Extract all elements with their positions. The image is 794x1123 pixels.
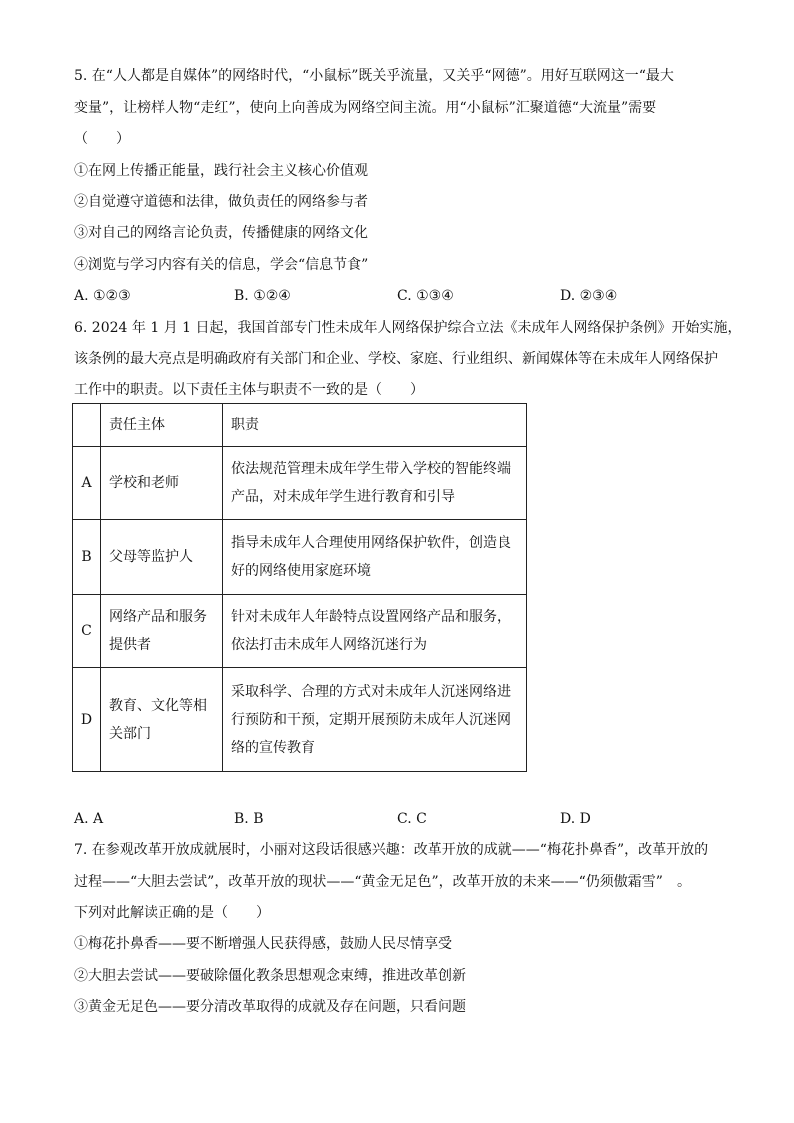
q5-option-c: C. ①③④	[397, 288, 454, 304]
row-letter: D	[73, 668, 101, 772]
table-header-subject: 责任主体	[101, 404, 223, 447]
row-subject: 父母等监护人	[101, 520, 223, 595]
row-subject: 学校和老师	[101, 447, 223, 520]
q6-stem-line-3: 工作中的职责。以下责任主体与职责不一致的是（ ）	[74, 382, 424, 398]
q5-item-3: ③对自己的网络言论负责，传播健康的网络文化	[74, 225, 368, 241]
row-letter: A	[73, 447, 101, 520]
q6-stem-line-1: 6. 2024 年 1 月 1 日起，我国首部专门性未成年人网络保护综合立法《未成年人网络保护条例》开始实施，	[74, 320, 742, 336]
q5-stem-line-3: （ ）	[74, 131, 130, 147]
q5-option-b: B. ①②④	[234, 288, 291, 304]
q7-stem-line-1: 7. 在参观改革开放成就展时，小丽对这段话很感兴趣：改革开放的成就——“梅花扑鼻香”，改革开放的	[74, 842, 709, 858]
row-subject: 网络产品和服务提供者	[101, 595, 223, 668]
q5-stem-line-2: 变量”，让榜样人物“走红”，使向上向善成为网络空间主流。用“小鼠标”汇聚道德“大流量”需要	[74, 100, 657, 116]
q5-item-1: ①在网上传播正能量，践行社会主义核心价值观	[74, 163, 368, 179]
row-letter: C	[73, 595, 101, 668]
row-duty: 采取科学、合理的方式对未成年人沉迷网络进行预防和干预，定期开展预防未成年人沉迷网络的宣传教育	[223, 668, 527, 772]
q5-option-a: A. ①②③	[74, 288, 131, 304]
q6-options	[74, 809, 734, 829]
q5-stem-line-1: 5. 在“人人都是自媒体”的网络时代，“小鼠标”既关乎流量，又关乎“网德”。用好互联网这一“最大	[74, 68, 674, 84]
q7-item-2: ②大胆去尝试——要破除僵化教条思想观念束缚，推进改革创新	[74, 968, 466, 984]
q7-stem-line-2: 过程——“大胆去尝试”，改革开放的现状——“黄金无足色”，改革开放的未来——“仍须傲霜雪” 。	[74, 874, 691, 890]
table-row	[73, 595, 527, 668]
row-duty: 指导未成年人合理使用网络保护软件，创造良好的网络使用家庭环境	[223, 520, 527, 595]
table-header-row	[73, 404, 527, 447]
q7-item-1: ①梅花扑鼻香——要不断增强人民获得感，鼓励人民尽情享受	[74, 936, 452, 952]
table-row	[73, 447, 527, 520]
q6-option-a: A. A	[74, 811, 104, 827]
q7-stem-line-3: 下列对此解读正确的是（ ）	[74, 905, 270, 921]
responsibility-table	[72, 403, 527, 772]
row-letter: B	[73, 520, 101, 595]
q6-option-b: B. B	[234, 811, 264, 827]
table-row	[73, 668, 527, 772]
q5-item-2: ②自觉遵守道德和法律，做负责任的网络参与者	[74, 194, 368, 210]
row-subject: 教育、文化等相关部门	[101, 668, 223, 772]
table-header-duty: 职责	[223, 404, 527, 447]
q5-option-d: D. ②③④	[560, 288, 618, 304]
table-header-blank	[73, 404, 101, 447]
q5-options	[74, 286, 734, 306]
table-row	[73, 520, 527, 595]
q6-option-d: D. D	[560, 811, 591, 827]
q5-item-4: ④浏览与学习内容有关的信息，学会“信息节食”	[74, 257, 369, 273]
q7-item-3: ③黄金无足色——要分清改革取得的成就及存在问题，只看问题	[74, 999, 466, 1015]
row-duty: 依法规范管理未成年学生带入学校的智能终端产品，对未成年学生进行教育和引导	[223, 447, 527, 520]
q6-option-c: C. C	[397, 811, 427, 827]
row-duty: 针对未成年人年龄特点设置网络产品和服务，依法打击未成年人网络沉迷行为	[223, 595, 527, 668]
q6-stem-line-2: 该条例的最大亮点是明确政府有关部门和企业、学校、家庭、行业组织、新闻媒体等在未成年人网络保护	[74, 351, 718, 367]
